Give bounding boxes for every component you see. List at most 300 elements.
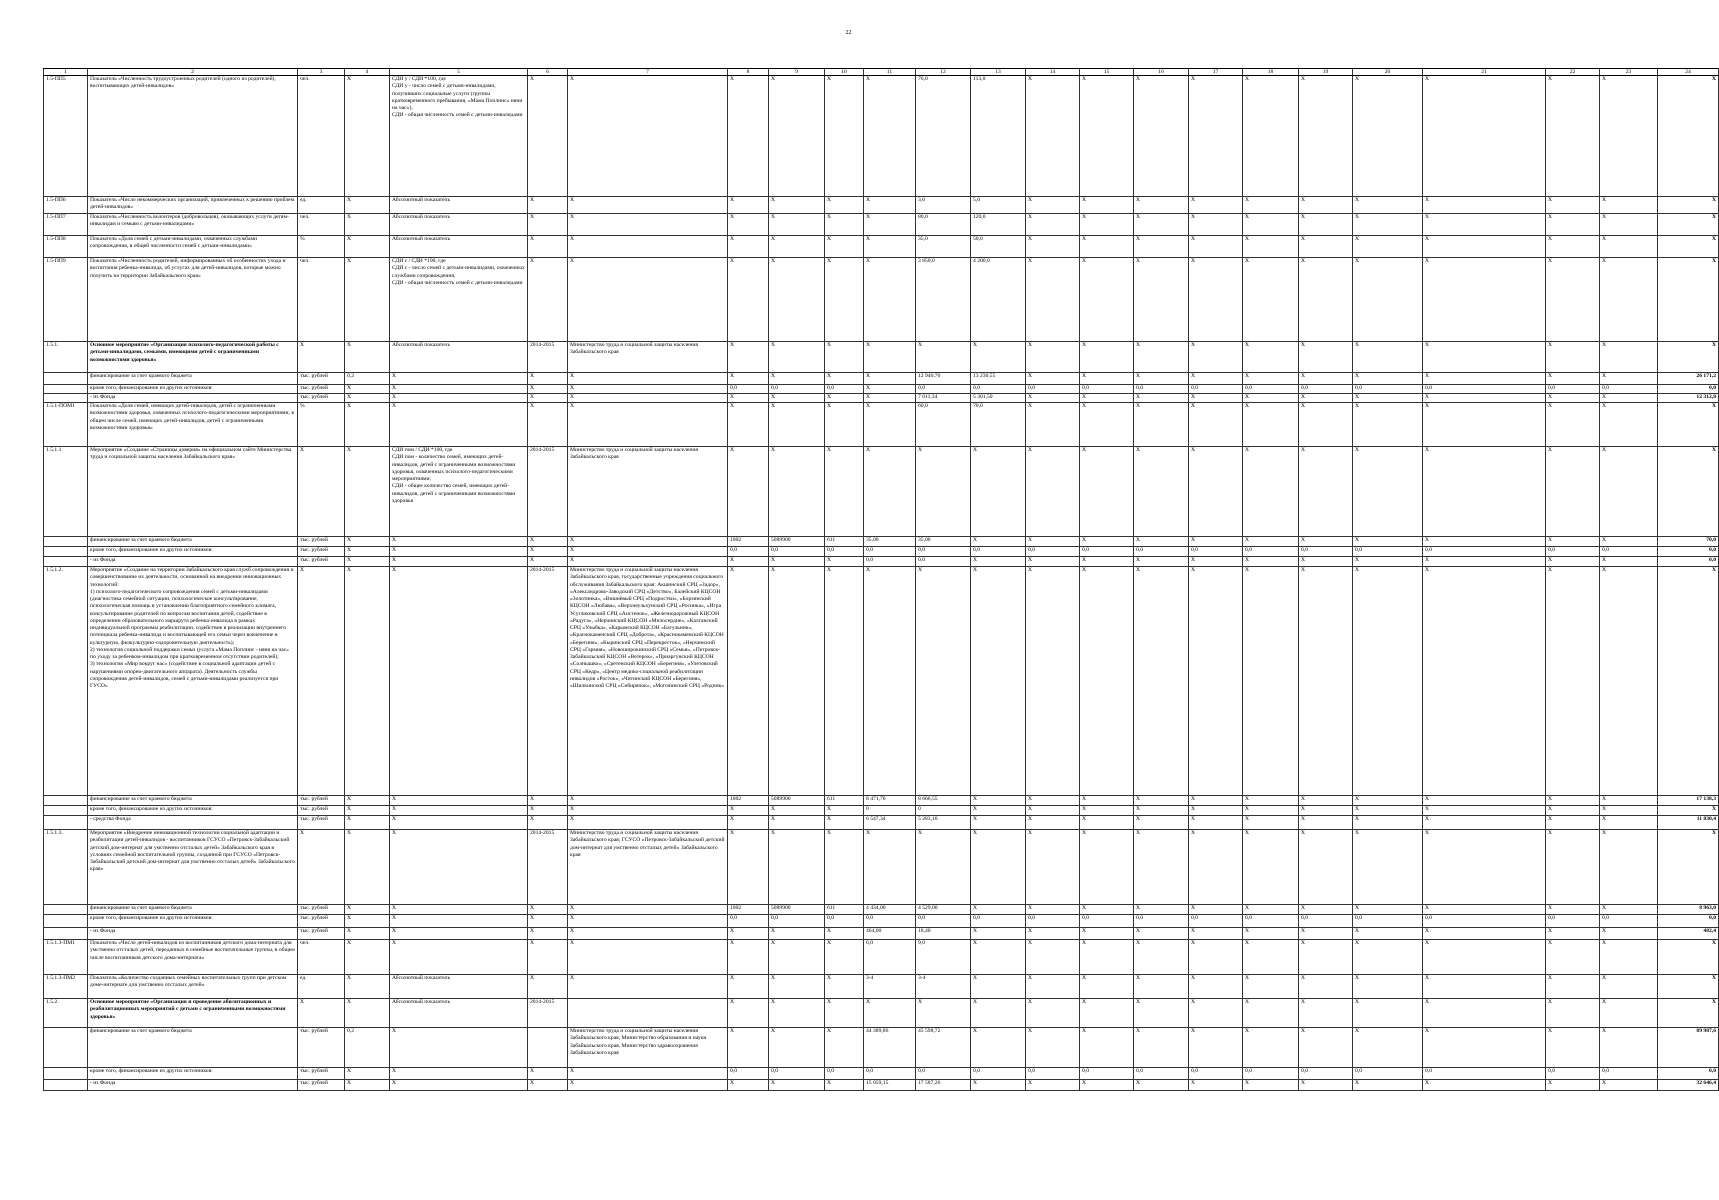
table-cell: X (298, 830, 345, 905)
table-cell: 0,0 (728, 1068, 769, 1080)
table-cell: 7 011,34 (916, 394, 971, 403)
table-cell: 0,0 (1026, 1068, 1080, 1080)
table-cell: X (1243, 342, 1299, 373)
table-cell: X (390, 915, 528, 928)
table-cell: X (1134, 830, 1189, 905)
table-cell: X (1080, 905, 1134, 915)
table-cell: 0,0 (916, 557, 971, 567)
table-cell: X (1546, 403, 1600, 447)
table-cell: Показатель «Численность родителей, информированных об особенностях ухода и воспитания ребенка-инвалида, об услугах для детей-инвалидов, которые можно получить на территории Забайкальского края» (88, 258, 298, 342)
table-cell: X (1600, 567, 1658, 796)
table-cell: X (769, 806, 825, 816)
table-cell: 1.5.1-ПОМ1 (44, 403, 88, 447)
table-cell: 120,0 (971, 214, 1026, 236)
table-cell: Абсолютный показатель (390, 236, 528, 258)
table-cell: Показатель «Количество созданных семейных воспитательных групп при детском доме-интернате для умственно отсталых детей» (88, 975, 298, 999)
table-cell: X (728, 816, 769, 830)
table-cell: % (298, 236, 345, 258)
table-cell: X (728, 258, 769, 342)
table-cell: X (769, 940, 825, 975)
table-cell: 1.5-ПП9 (44, 258, 88, 342)
table-cell: X (1080, 403, 1134, 447)
table-cell: Показатель «Число некоммерческих организаций, привлеченных к решению проблем детей-инвалидов» (88, 197, 298, 214)
table-cell: X (1546, 806, 1600, 816)
table-cell: 0,0 (1546, 1068, 1600, 1080)
table-cell: 0,0 (864, 547, 916, 557)
table-cell: тыс. рублей (298, 915, 345, 928)
table-cell: чел. (298, 940, 345, 975)
table-cell: X (1189, 537, 1243, 547)
table-cell: X (864, 197, 916, 214)
table-cell (44, 394, 88, 403)
table-cell: X (1080, 567, 1134, 796)
table-row (44, 999, 1719, 1028)
table-cell: 0,0 (1353, 385, 1423, 394)
table-cell: Показатель «Численность волонтеров (добровольцев), оказывающих услуги детям-инвалидам и семьям с детьми-инвалидами» (88, 214, 298, 236)
table-cell: X (769, 342, 825, 373)
table-cell: X (1026, 373, 1080, 385)
table-cell: X (1600, 975, 1658, 999)
table-cell: X (1658, 806, 1719, 816)
table-cell: X (825, 999, 864, 1028)
table-cell: X (1243, 975, 1299, 999)
table-cell: X (1189, 830, 1243, 905)
table-cell: 0,0 (1189, 1068, 1243, 1080)
table-cell: X (528, 537, 568, 547)
table-cell: ед. (298, 975, 345, 999)
table-cell: X (528, 236, 568, 258)
table-cell: X (1134, 557, 1189, 567)
table-cell: X (1353, 373, 1423, 385)
table-cell: X (864, 403, 916, 447)
table-cell (44, 796, 88, 806)
table-cell: X (825, 975, 864, 999)
table-cell: X (1658, 975, 1719, 999)
table-cell: 13 230,55 (971, 373, 1026, 385)
table-cell: 2014-2015 (528, 447, 568, 537)
table-cell: X (1299, 796, 1353, 806)
table-cell: кроме того, финансирование из других источников: (88, 915, 298, 928)
table-cell: X (971, 1080, 1026, 1091)
table-cell: X (568, 537, 728, 547)
table-cell: X (1353, 403, 1423, 447)
table-cell: X (1080, 975, 1134, 999)
table-cell: X (1423, 796, 1546, 806)
table-cell: X (1080, 1080, 1134, 1091)
table-cell: 1.5-ПП5 (44, 76, 88, 197)
table-row (44, 975, 1719, 999)
table-cell: X (345, 547, 390, 557)
table-cell: X (528, 1068, 568, 1080)
table-cell: X (1243, 197, 1299, 214)
table-row (44, 537, 1719, 547)
table-cell (44, 385, 88, 394)
table-cell: X (1423, 447, 1546, 537)
table-cell: X (1243, 928, 1299, 940)
table-cell: 32 646,4 (1658, 1080, 1719, 1091)
table-cell: X (728, 557, 769, 567)
table-cell: X (345, 236, 390, 258)
column-number: 22 (1546, 69, 1600, 76)
table-cell: X (1600, 214, 1658, 236)
table-cell: Абсолютный показатель (390, 342, 528, 373)
table-cell: X (769, 830, 825, 905)
table-cell: X (1080, 796, 1134, 806)
table-cell: X (1546, 557, 1600, 567)
column-number: 11 (864, 69, 916, 76)
table-cell: X (769, 975, 825, 999)
table-cell: X (568, 1068, 728, 1080)
table-cell: X (916, 447, 971, 537)
table-cell: 0,0 (1080, 547, 1134, 557)
table-cell: 0,0 (916, 385, 971, 394)
table-cell: 0,0 (1243, 1068, 1299, 1080)
table-cell: X (1600, 1028, 1658, 1068)
table-cell: X (1026, 830, 1080, 905)
table-cell: X (1658, 447, 1719, 537)
table-cell: X (728, 197, 769, 214)
table-cell: 0,0 (825, 1068, 864, 1080)
column-number: 12 (916, 69, 971, 76)
table-cell: X (864, 342, 916, 373)
table-cell: 0,0 (916, 547, 971, 557)
table-cell: 0,0 (1546, 385, 1600, 394)
table-cell: X (1546, 258, 1600, 342)
table-cell: X (971, 1028, 1026, 1068)
table-cell: X (390, 928, 528, 940)
table-cell: X (864, 567, 916, 796)
table-cell: X (1353, 975, 1423, 999)
table-cell: X (769, 403, 825, 447)
table-cell: X (1080, 830, 1134, 905)
table-cell: X (390, 806, 528, 816)
table-cell: X (1600, 394, 1658, 403)
table-cell: X (728, 940, 769, 975)
table-cell: X (1134, 928, 1189, 940)
table-row (44, 928, 1719, 940)
table-cell: 113,0 (971, 76, 1026, 197)
table-cell: X (1299, 905, 1353, 915)
table-cell: X (1189, 905, 1243, 915)
table-cell: X (568, 76, 728, 197)
table-cell: X (528, 385, 568, 394)
table-cell: 0,0 (769, 547, 825, 557)
table-cell: 0,0 (1026, 915, 1080, 928)
table-cell: X (1423, 806, 1546, 816)
table-cell: X (1658, 197, 1719, 214)
table-cell: 3-4 (864, 975, 916, 999)
table-cell: 5 283,10 (916, 816, 971, 830)
table-cell: X (528, 373, 568, 385)
table-cell: X (568, 394, 728, 403)
table-cell: X (345, 816, 390, 830)
table-cell: 0,0 (1299, 385, 1353, 394)
table-cell: X (1299, 76, 1353, 197)
table-cell: 0,0 (971, 1068, 1026, 1080)
table-cell: X (1658, 403, 1719, 447)
table-cell: 611 (825, 905, 864, 915)
table-cell: X (1423, 1028, 1546, 1068)
table-cell: X (1600, 796, 1658, 806)
table-cell: X (1353, 236, 1423, 258)
table-cell: X (1423, 394, 1546, 403)
table-cell: 0,0 (1423, 385, 1546, 394)
table-row (44, 214, 1719, 236)
table-cell: X (1299, 537, 1353, 547)
table-cell: X (1423, 342, 1546, 373)
table-cell: X (1353, 258, 1423, 342)
table-cell: 8 666,55 (916, 796, 971, 806)
table-cell: X (1134, 537, 1189, 547)
table-cell: X (345, 447, 390, 537)
table-cell: X (1134, 214, 1189, 236)
table-cell (44, 1028, 88, 1068)
table-cell: X (345, 394, 390, 403)
table-cell (44, 928, 88, 940)
program-table (43, 68, 1719, 1091)
table-cell: X (1243, 76, 1299, 197)
table-cell: X (1243, 905, 1299, 915)
table-cell: X (1353, 537, 1423, 547)
table-cell: X (390, 385, 528, 394)
table-cell: 1.5.1.2. (44, 567, 88, 796)
table-cell: X (1423, 1080, 1546, 1091)
table-cell: 45 598,72 (916, 1028, 971, 1068)
table-cell: X (1189, 76, 1243, 197)
table-cell: X (769, 1028, 825, 1068)
table-cell: X (1658, 342, 1719, 373)
table-cell: финансирование за счет краевого бюджета (88, 1028, 298, 1068)
table-cell: X (1080, 447, 1134, 537)
table-row (44, 816, 1719, 830)
table-cell: X (1189, 342, 1243, 373)
table-cell: X (1299, 557, 1353, 567)
table-cell: 12 940,70 (916, 373, 971, 385)
table-cell: X (390, 940, 528, 975)
table-cell: 0,0 (825, 915, 864, 928)
table-cell: X (1080, 999, 1134, 1028)
table-cell: X (1243, 940, 1299, 975)
table-cell: X (1080, 806, 1134, 816)
table-cell: X (568, 975, 728, 999)
table-cell (44, 537, 88, 547)
table-cell: X (1299, 940, 1353, 975)
table-cell: 0,0 (1546, 547, 1600, 557)
table-cell: X (1243, 830, 1299, 905)
table-cell: X (825, 447, 864, 537)
table-cell: X (1658, 999, 1719, 1028)
column-number: 10 (825, 69, 864, 76)
column-number: 23 (1600, 69, 1658, 76)
table-cell: X (728, 975, 769, 999)
table-cell: X (1546, 447, 1600, 537)
table-cell: X (1353, 197, 1423, 214)
column-number: 1 (44, 69, 88, 76)
table-cell: X (345, 214, 390, 236)
table-cell: X (1546, 197, 1600, 214)
table-cell: 0,0 (916, 915, 971, 928)
table-cell: СДИ у / СДИ *100, где СДИ у - число семей с детьми-инвалидами, получивших социальные услуги (группы кратковременного пребывания, «Мама Поплинс» няни на час»), СДИ - общая численность семей с детьми-инвалидами (390, 76, 528, 197)
table-cell: X (1134, 940, 1189, 975)
table-cell: X (1189, 557, 1243, 567)
table-cell: X (1189, 567, 1243, 796)
table-cell: тыс. рублей (298, 806, 345, 816)
table-cell: Министерство труда и социальной защиты населения Забайкальского края (568, 342, 728, 373)
table-row (44, 403, 1719, 447)
table-row (44, 905, 1719, 915)
table-cell: X (1243, 999, 1299, 1028)
table-cell: финансирование за счет краевого бюджета (88, 373, 298, 385)
program-table-container (43, 68, 1716, 1091)
table-cell: X (1026, 806, 1080, 816)
table-cell: X (769, 999, 825, 1028)
table-cell: X (1026, 236, 1080, 258)
table-cell: X (528, 975, 568, 999)
table-cell: кроме того, финансирование из других источников: (88, 547, 298, 557)
table-cell: тыс. рублей (298, 1080, 345, 1091)
table-cell (44, 547, 88, 557)
table-cell: X (345, 1080, 390, 1091)
table-cell: X (298, 447, 345, 537)
table-cell: X (390, 830, 528, 905)
table-cell: X (728, 403, 769, 447)
table-cell: 0,0 (864, 915, 916, 928)
table-cell: X (1299, 567, 1353, 796)
table-cell: X (728, 1028, 769, 1068)
table-cell: 70,0 (971, 403, 1026, 447)
table-cell: X (825, 928, 864, 940)
table-cell: 0,0 (1299, 547, 1353, 557)
column-number: 24 (1658, 69, 1719, 76)
table-cell: X (528, 76, 568, 197)
table-cell: X (1243, 258, 1299, 342)
table-cell: X (1299, 1080, 1353, 1091)
table-cell: X (528, 557, 568, 567)
table-row (44, 915, 1719, 928)
table-cell: X (728, 394, 769, 403)
table-cell: X (1353, 999, 1423, 1028)
table-cell: - из Фонда (88, 1080, 298, 1091)
table-cell: X (1026, 557, 1080, 567)
table-cell: X (1546, 1080, 1600, 1091)
table-cell: X (1243, 236, 1299, 258)
column-number: 21 (1423, 69, 1546, 76)
table-cell: 3-4 (916, 975, 971, 999)
table-cell: X (1080, 557, 1134, 567)
table-cell: 0,0 (728, 915, 769, 928)
table-cell: 12 312,8 (1658, 394, 1719, 403)
table-cell: тыс. рублей (298, 796, 345, 806)
table-row (44, 1028, 1719, 1068)
table-cell: X (1546, 975, 1600, 999)
table-cell: X (568, 373, 728, 385)
table-cell: X (1353, 940, 1423, 975)
table-cell: X (1423, 76, 1546, 197)
table-cell: X (971, 557, 1026, 567)
table-cell: 1002 (728, 796, 769, 806)
table-cell: X (825, 1028, 864, 1068)
table-cell: тыс. рублей (298, 816, 345, 830)
table-cell: X (1353, 76, 1423, 197)
table-cell: X (1026, 567, 1080, 796)
table-cell: X (1423, 940, 1546, 975)
table-cell: X (1658, 258, 1719, 342)
table-cell: 0,0 (1080, 1068, 1134, 1080)
table-cell: X (1299, 1028, 1353, 1068)
table-cell (44, 806, 88, 816)
table-cell: Абсолютный показатель (390, 214, 528, 236)
table-cell: X (769, 447, 825, 537)
table-cell (568, 999, 728, 1028)
table-cell: X (568, 547, 728, 557)
table-cell: X (1546, 567, 1600, 796)
table-cell: 35,00 (916, 537, 971, 547)
table-cell: X (825, 394, 864, 403)
table-cell: X (1423, 830, 1546, 905)
table-cell: X (390, 557, 528, 567)
table-cell: X (345, 567, 390, 796)
table-cell: X (1026, 214, 1080, 236)
table-cell: X (1600, 999, 1658, 1028)
table-cell: X (728, 373, 769, 385)
table-cell: X (568, 385, 728, 394)
table-cell: X (1546, 999, 1600, 1028)
table-cell: 0,0 (1546, 915, 1600, 928)
table-cell: X (769, 197, 825, 214)
table-cell: X (825, 373, 864, 385)
table-cell: X (1026, 258, 1080, 342)
table-cell: X (1299, 373, 1353, 385)
table-cell: 8 471,70 (864, 796, 916, 806)
column-number: 7 (568, 69, 728, 76)
table-cell: 89 987,6 (1658, 1028, 1719, 1068)
table-cell: 0,0 (728, 385, 769, 394)
table-cell: X (568, 940, 728, 975)
table-cell: 0,0 (1299, 915, 1353, 928)
column-number: 16 (1134, 69, 1189, 76)
table-cell: X (769, 236, 825, 258)
table-cell: Показатель «Численность трудоустроенных родителей (одного из родителей), воспитывающих детей-инвалидов» (88, 76, 298, 197)
table-cell: X (1299, 975, 1353, 999)
table-cell: X (345, 76, 390, 197)
column-number: 2 (88, 69, 298, 76)
table-cell: X (1299, 236, 1353, 258)
table-cell: 0,0 (1658, 1068, 1719, 1080)
table-cell: 0,0 (1658, 547, 1719, 557)
table-cell: 6 547,34 (864, 816, 916, 830)
table-cell: X (1600, 905, 1658, 915)
table-cell: X (298, 567, 345, 796)
table-cell: X (1546, 830, 1600, 905)
table-cell: 2014-2015 (528, 830, 568, 905)
table-row (44, 373, 1719, 385)
table-cell: 0,0 (1600, 385, 1658, 394)
table-cell: X (1658, 567, 1719, 796)
table-cell: X (1189, 447, 1243, 537)
table-cell: X (971, 928, 1026, 940)
table-cell: 1.5-ПП8 (44, 236, 88, 258)
table-cell: X (1353, 214, 1423, 236)
table-cell: 1.5.1.3-ПМ2 (44, 975, 88, 999)
table-cell: X (1353, 928, 1423, 940)
table-cell: X (825, 76, 864, 197)
table-cell: X (298, 999, 345, 1028)
table-cell: X (390, 796, 528, 806)
table-cell: Основное мероприятие «Организация психолого-педагогической работы с детьми-инвалидами, семьями, имеющими детей с ограниченными возможностями здоровья» (88, 342, 298, 373)
table-cell: X (1546, 816, 1600, 830)
table-cell: X (1423, 816, 1546, 830)
table-cell: 0,0 (971, 915, 1026, 928)
